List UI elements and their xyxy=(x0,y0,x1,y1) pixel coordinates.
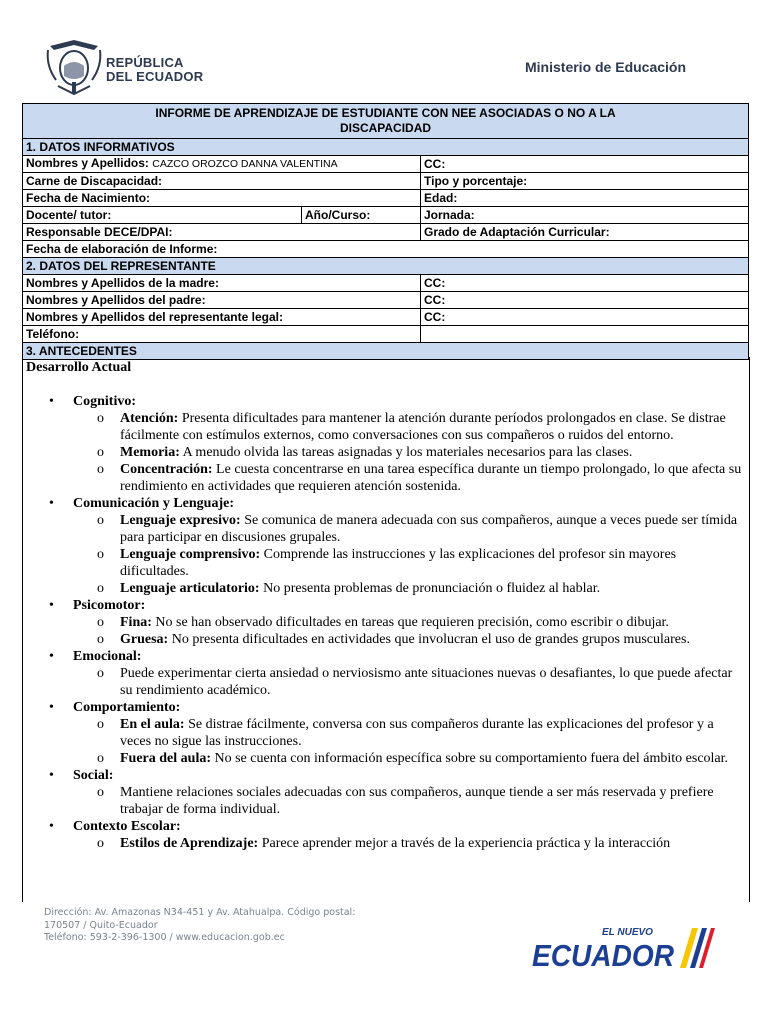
footer-address: Dirección: Av. Amazonas N34-451 y Av. Atahualpa. Código postal: xyxy=(44,907,356,918)
list-item-fina xyxy=(23,614,749,631)
aula-text: Se distrae fácilmente, conversa con sus compañeros durante las explicaciones del profesor y a veces no sigue las instrucciones. xyxy=(120,717,714,749)
dece-label: Responsable DECE/DPAI: xyxy=(23,224,421,241)
footer-contact: Teléfono: 593-2-396-1300 / www.educacion.gob.ec xyxy=(44,932,285,943)
shift-label: Jornada: xyxy=(421,207,749,224)
logo-el-nuevo: EL NUEVO xyxy=(602,927,653,938)
sub-bullet: o xyxy=(97,462,104,477)
list-item-emocional: • Emocional: xyxy=(23,648,749,665)
student-cc-label: CC: xyxy=(421,156,749,173)
atencion-title: Atención: xyxy=(120,411,179,426)
list-item-comprensivo xyxy=(23,546,749,580)
list-item-expresivo xyxy=(23,512,749,546)
sub-bullet: o xyxy=(97,547,104,562)
el-nuevo-ecuador-logo xyxy=(530,922,715,972)
sub-bullet: o xyxy=(97,836,104,851)
student-name-cell xyxy=(23,156,421,173)
desarrollo-heading: Desarrollo Actual xyxy=(26,360,132,375)
curricular-adaptation-label: Grado de Adaptación Curricular: xyxy=(421,224,749,241)
coat-of-arms-icon xyxy=(44,36,104,98)
sub-bullet: o xyxy=(97,445,104,460)
emocional-text: Puede experimentar cierta ansiedad o nerviosismo ante situaciones nuevas o desafiantes, lo que puede afectar su rendimiento académico. xyxy=(120,666,733,698)
mother-name-label: Nombres y Apellidos de la madre: xyxy=(23,275,421,292)
carne-label: Carne de Discapacidad: xyxy=(23,173,421,190)
legal-rep-label: Nombres y Apellidos del representante legal: xyxy=(23,309,421,326)
list-item-cognitivo: • Cognitivo: xyxy=(23,393,749,410)
logo-ecuador: ECUADOR xyxy=(532,938,675,972)
republic-line-1: REPÚBLICA xyxy=(106,55,184,70)
memoria-title: Memoria: xyxy=(120,445,180,460)
sub-bullet: o xyxy=(97,411,104,426)
comprensivo-title: Lenguaje comprensivo: xyxy=(120,547,261,562)
list-item-social: • Social: xyxy=(23,767,749,784)
fina-text: No se han observado dificultades en tareas que requieren precisión, como escribir o dibujar. xyxy=(151,615,669,630)
age-label: Edad: xyxy=(421,190,749,207)
student-name-label: Nombres y Apellidos: xyxy=(26,156,149,170)
articulatorio-title: Lenguaje articulatorio: xyxy=(120,581,260,596)
report-date-label: Fecha de elaboración de Informe: xyxy=(23,241,749,258)
memoria-text: A menudo olvida las tareas asignadas y los materiales necesarios para las clases. xyxy=(179,445,633,460)
fina-title: Fina: xyxy=(120,615,152,630)
list-item-fuera-aula xyxy=(23,750,749,767)
fuera-title: Fuera del aula: xyxy=(120,751,211,766)
sub-bullet: o xyxy=(97,785,104,800)
list-item-aula xyxy=(23,716,749,750)
legal-rep-cc-label: CC: xyxy=(421,309,749,326)
estilos-text: Parece aprender mejor a través de la experiencia práctica y la interacción xyxy=(258,836,671,851)
page-footer xyxy=(44,907,355,945)
teacher-label: Docente/ tutor: xyxy=(23,207,302,224)
list-item-emocional-text xyxy=(23,665,749,699)
list-item-social-text xyxy=(23,784,749,818)
phone-value-cell xyxy=(421,326,749,343)
mother-cc-label: CC: xyxy=(421,275,749,292)
gruesa-text: No presenta dificultades en actividades que involucran el uso de grandes grupos musculares. xyxy=(168,632,690,647)
grade-label: Año/Curso: xyxy=(302,207,421,224)
list-item-contexto: • Contexto Escolar: xyxy=(23,818,749,835)
report-title-line-1: INFORME DE APRENDIZAJE DE ESTUDIANTE CON NEE ASOCIADAS O NO A LA xyxy=(155,106,616,120)
list-item-memoria xyxy=(23,444,749,461)
father-name-label: Nombres y Apellidos del padre: xyxy=(23,292,421,309)
republic-logo-text xyxy=(106,56,203,84)
footer-postal: 170507 / Quito-Ecuador xyxy=(44,919,158,931)
expresivo-text: Se comunica de manera adecuada con sus compañeros, aunque a veces puede ser tímida para participar en discusiones grupales. xyxy=(120,513,738,545)
republic-line-2: DEL ECUADOR xyxy=(106,69,204,84)
report-title xyxy=(23,104,749,139)
list-item-estilos xyxy=(23,835,749,852)
social-text: Mantiene relaciones sociales adecuadas con sus compañeros, aunque tiende a ser más reservada y prefiere trabajar de forma individual. xyxy=(120,785,714,817)
expresivo-title: Lenguaje expresivo: xyxy=(120,513,241,528)
ministry-name: Ministerio de Educación xyxy=(525,59,687,75)
phone-label: Teléfono: xyxy=(23,326,421,343)
page-header xyxy=(0,0,768,100)
antecedentes-body xyxy=(22,357,750,902)
list-item-comunicacion: • Comunicación y Lenguaje: xyxy=(23,495,749,512)
concentracion-title: Concentración: xyxy=(120,462,213,477)
gruesa-title: Gruesa: xyxy=(120,632,169,647)
tipo-porcentaje-label: Tipo y porcentaje: xyxy=(421,173,749,190)
list-item-gruesa xyxy=(23,631,749,648)
estilos-title: Estilos de Aprendizaje: xyxy=(120,836,259,851)
concentracion-text: Le cuesta concentrarse en una tarea específica durante un tiempo prolongado, lo que afecta su rendimiento en actividades que requieren atención sostenida. xyxy=(120,462,742,494)
student-name-value: CAZCO OROZCO DANNA VALENTINA xyxy=(152,158,338,170)
atencion-text: Presenta dificultades para mantener la atención durante períodos prolongados en clase. Se distrae fácilmente con estímulos externos, como conversaciones con sus compañeros o ruidos del entorno. xyxy=(120,411,726,443)
list-item-articulatorio xyxy=(23,580,749,597)
section-representante: 2. DATOS DEL REPRESENTANTE xyxy=(23,258,749,275)
sub-bullet: o xyxy=(97,513,104,528)
report-title-line-2: DISCAPACIDAD xyxy=(339,121,432,135)
sub-bullet: o xyxy=(97,581,104,596)
sub-bullet: o xyxy=(97,717,104,732)
section-antecedentes: 3. ANTECEDENTES xyxy=(23,343,749,360)
section-datos-informativos: 1. DATOS INFORMATIVOS xyxy=(23,139,749,156)
aula-title: En el aula: xyxy=(120,717,185,732)
birth-date-label: Fecha de Nacimiento: xyxy=(23,190,421,207)
comprensivo-text: Comprende las instrucciones y las explicaciones del profesor sin mayores dificultades. xyxy=(120,547,677,579)
sub-bullet: o xyxy=(97,615,104,630)
sub-bullet: o xyxy=(97,632,104,647)
articulatorio-text: No presenta problemas de pronunciación o fluidez al hablar. xyxy=(259,581,601,596)
father-cc-label: CC: xyxy=(421,292,749,309)
list-item-comportamiento: • Comportamiento: xyxy=(23,699,749,716)
list-item-atencion xyxy=(23,410,749,444)
list-item-psicomotor: • Psicomotor: xyxy=(23,597,749,614)
student-info-table xyxy=(22,103,749,360)
fuera-text: No se cuenta con información específica sobre su comportamiento fuera del ámbito escolar. xyxy=(211,751,729,766)
list-item-concentracion xyxy=(23,461,749,495)
sub-bullet: o xyxy=(97,666,104,681)
sub-bullet: o xyxy=(97,751,104,766)
